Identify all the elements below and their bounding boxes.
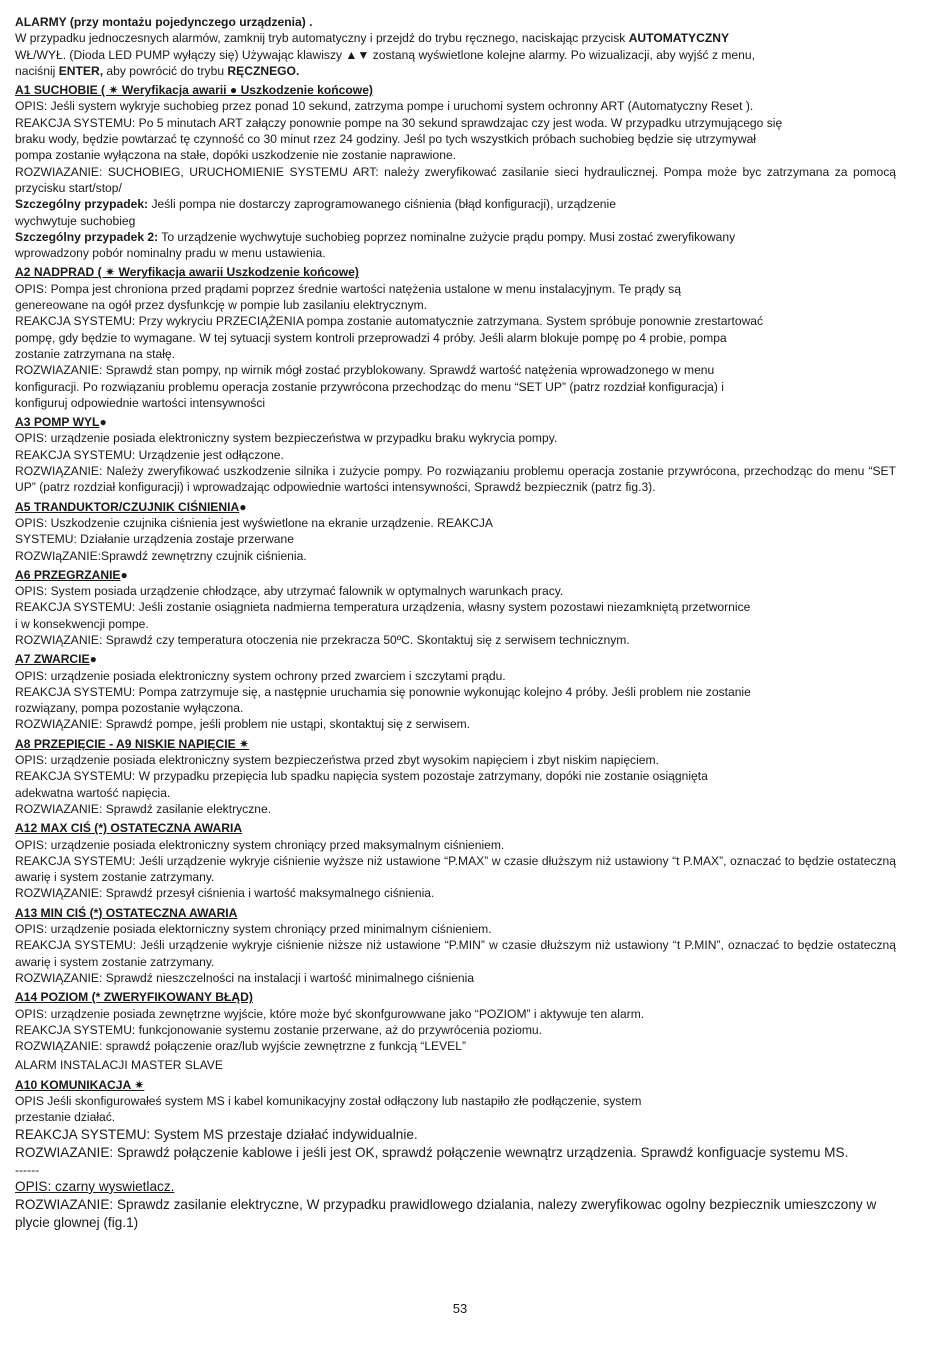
section-a2-line: konfiguracji. Po rozwiązaniu problemu operacja zostanie przywrócona przechodząc do menu “SET UP” (patrz rozdział konfiguracja) i: [15, 379, 724, 394]
section-heading-a5: [15, 499, 896, 515]
final-failure-icon: ●: [99, 415, 107, 430]
section-a5-line: SYSTEMU: Działanie urządzenia zostaje przerwane: [15, 532, 294, 547]
section-a8-line: REAKCJA SYSTEMU: W przypadku przepięcia lub spadku napięcia system pozostaje zatrzymany, dopóki nie zostanie osiągnięta: [15, 769, 708, 784]
section-a10-line: OPIS Jeśli skonfigurowałeś system MS i kabel komunikacyjny został odłączony lub nastapiło złe podłączenie, system: [15, 1094, 642, 1108]
section-a1-line: braku wody, będzie powtarzać tę czynność co 30 minut rzez 24 godziny. Jeśl po tych wszystkich próbach suchobieg będzie się utrzymywał: [15, 132, 756, 147]
section-a2-line: zostanie zatrzymana na stałę.: [15, 346, 175, 361]
section-a7-line: ROZWIĄZANIE: Sprawdź pompe, jeśli problem nie ustąpi, skontaktuj się z serwisem.: [15, 717, 471, 732]
special-case-text: wprowadzony pobór nominalny pradu w menu ustawienia.: [15, 246, 326, 261]
special-case-label: Szczególny przypadek:: [15, 197, 149, 212]
section-a7-line: REAKCJA SYSTEMU: Pompa zatrzymuje się, a następnie uruchamia się ponownie wykonując kolejno 4 próby. Jeśli problem nie zostanie: [15, 684, 751, 699]
final-failure-icon: ●: [239, 499, 247, 514]
section-a7-line: rozwiązany, pompa pozostanie wyłączona.: [15, 701, 244, 716]
section-a5-line: OPIS: Uszkodzenie czujnika ciśnienia jest wyświetlone na ekranie urządzenie. REAKCJA: [15, 515, 493, 530]
section-heading-a6: [15, 567, 896, 583]
section-heading-a8: A8 PRZEPIĘCIE - A9 NISKIE NAPIĘCIE ✷: [15, 736, 250, 751]
section-a6-line: REAKCJA SYSTEMU: Jeśli zostanie osiągnieta nadmierna temperatura urządzenia, własny system pozostawi niezamkniętą przetwornice: [15, 600, 751, 615]
section-a1-line: ROZWIAZANIE: SUCHOBIEG, URUCHOMIENIE SYSTEMU ART: należy zweryfikować zasilanie sieci hydraulicznej. Pompa może byc zatrzymana za pomocą przycisku start/stop/: [15, 164, 896, 195]
document-body: [15, 14, 896, 1232]
section-heading-a14: A14 POZIOM (* ZWERYFIKOWANY BŁĄD): [15, 990, 253, 1005]
section-a8-line: OPIS: urządzenie posiada elektroniczny system bezpieczeństwa przed zbyt wysokim napięciem i zbyt niskim napięciem.: [15, 753, 659, 768]
section-a6-line: i w konsekwencji pompe.: [15, 616, 149, 631]
section-a14-line: ROZWIĄZANIE: sprawdź połączenie oraz/lub wyjście zewnętrzne z funkcją “LEVEL”: [15, 1039, 466, 1054]
section-heading-text: A7 ZWARCIE: [15, 652, 90, 667]
intro-text: zostaną wyświetlone kolejne alarmy. Po wizualizacji, aby wyjść z menu,: [369, 47, 755, 62]
section-a3-line: ROZWIĄZANIE: Należy zweryfikować uszkodzenie silnika i zużycie pompy. Po rozwiązaniu problemu operacja zostanie przywrócona, przechodząc do menu “SET UP” (patrz rozdział konfiguracji) i wprowadzając odpowiednie wartości intensywności, Sprawdź bezpiecznik (patrz fig.3).: [15, 464, 896, 495]
section-a10-line: REAKCJA SYSTEMU: System MS przestaje działać indywidualnie.: [15, 1126, 418, 1142]
section-heading-a1: A1 SUCHOBIE ( ✷ Weryfikacja awarii ● Uszkodzenie końcowe): [15, 83, 373, 98]
section-a12-line: OPIS: urządzenie posiada elektroniczny system chroniący przed maksymalnym ciśnieniem.: [15, 837, 505, 852]
section-heading-a10: A10 KOMUNIKACJA ✷: [15, 1077, 145, 1092]
special-case-text: Jeśli pompa nie dostarczy zaprogramowanego ciśnienia (błąd konfiguracji), urządzenie: [148, 197, 616, 212]
special-case-text: To urządzenie wychwytuje suchobieg poprzez nominalne zużycie prądu pompy. Musi zostać zweryfikowany: [158, 229, 736, 244]
intro-paragraph: [15, 30, 896, 79]
intro-text: naciśnij: [15, 63, 59, 78]
section-a6-line: OPIS: System posiada urządzenie chłodzące, aby utrzymać falownik w optymalnych warunkach pracy.: [15, 584, 564, 599]
intro-button-name: AUTOMATYCZNY: [628, 31, 730, 46]
section-a2-line: REAKCJA SYSTEMU: Przy wykryciu PRZECIĄŻENIA pompa zostanie automatycznie zatrzymana. System spróbuje ponownie zrestartować: [15, 314, 764, 329]
section-a8-line: ROZWIAZANIE: Sprawdź zasilanie elektryczne.: [15, 801, 272, 816]
special-case-text: wychwytuje suchobieg: [15, 213, 136, 228]
special-case-label: Szczególny przypadek 2:: [15, 229, 159, 244]
section-heading-text: A3 POMP WYL: [15, 415, 100, 430]
section-a2-line: konfiguruj odpowiednie wartości intensywności: [15, 395, 266, 410]
section-a1-line: OPIS: Jeśli system wykryje suchobieg przez ponad 10 sekund, zatrzyma pompe i uruchomi system ochronny ART (Automatyczny Reset ).: [15, 99, 754, 114]
section-a5-line: ROZWIąZANIE:Sprawdź zewnętrzny czujnik ciśnienia.: [15, 548, 307, 563]
section-a8-line: adekwatna wartość napięcia.: [15, 785, 171, 800]
section-a6-line: ROZWIĄZANIE: Sprawdź czy temperatura otoczenia nie przekracza 50ºC. Skontaktuj się z serwisem technicznym.: [15, 632, 630, 647]
arrow-keys-icon: ▲▼: [345, 47, 370, 62]
section-a14-line: OPIS: urządzenie posiada zewnętrzne wyjście, które może być skonfgurowwane jako “POZIOM” i aktywuje ten alarm.: [15, 1006, 645, 1021]
final-failure-icon: ●: [120, 567, 128, 582]
section-a2-line: OPIS: Pompa jest chroniona przed prądami poprzez średnie wartości natężenia ustalone w menu instalacyjnym. Te prądy są: [15, 281, 681, 296]
section-heading-a12: A12 MAX CIŚ (*) OSTATECZNA AWARIA: [15, 821, 243, 836]
section-a2-line: pompę, gdy będzie to wymagane. W tej sytuacji system kontroli przeprowadzi 4 próby. Jeśli alarm blokuje pompę po 4 probie, pompa: [15, 330, 727, 345]
section-heading-a3: [15, 414, 896, 430]
special-case-2: [15, 229, 896, 262]
section-a13-line: REAKCJA SYSTEMU: Jeśli urządzenie wykryje ciśnienie niższe niż ustawione “P.MIN” w czasie dłuższym niż ustawiony “t P.MIN”, oznaczać to będzie ostateczną awarię i system zostanie zatrzymany.: [15, 938, 896, 969]
separator-dashes: ------: [15, 1162, 40, 1177]
manual-mode-name: RĘCZNEGO.: [227, 63, 300, 78]
section-a13-line: ROZWIĄZANIE: Sprawdź nieszczelności na instalacji i wartość minimalnego ciśnienia: [15, 970, 475, 985]
section-a2-line: genereowane na ogół przez dysfunkcję w pompie lub zasilaniu elektrycznym.: [15, 298, 428, 313]
section-a12-line: ROZWIĄZANIE: Sprawdź przesył ciśnienia i wartość maksymalnego ciśnienia.: [15, 886, 435, 901]
section-a1-line: REAKCJA SYSTEMU: Po 5 minutach ART załączy ponownie pompe na 30 sekund sprawdzajac czy jest woda. W przypadku utrzymującego się: [15, 115, 783, 130]
section-a10-line: przestanie działać.: [15, 1110, 116, 1125]
section-a7-line: OPIS: urządzenie posiada elektroniczny system ochrony przed zwarciem i szczytami prądu.: [15, 668, 506, 683]
enter-key-name: ENTER,: [58, 63, 104, 78]
section-a13-line: OPIS: urządzenie posiada elektorniczny system chroniący przed minimalnym ciśnieniem.: [15, 922, 492, 937]
section-heading-a2: A2 NADPRAD ( ✷ Weryfikacja awarii Uszkodzenie końcowe): [15, 265, 359, 280]
section-a14-line: REAKCJA SYSTEMU: funkcjonowanie systemu zostanie przerwane, aż do przywrócenia poziomu.: [15, 1022, 542, 1037]
section-a2-line: ROZWIAZANIE: Sprawdź stan pompy, np wirnik mógł zostać przyblokowany. Sprawdź wartość natężenia wprowadzonego w menu: [15, 363, 715, 378]
section-a10-line: ROZWIAZANIE: Sprawdź połączenie kablowe i jeśli jest OK, sprawdź połączenie wewnątrz urządzenia. Sprawdź konfiguacje systemu MS.: [15, 1144, 849, 1160]
section-a12-line: REAKCJA SYSTEMU: Jeśli urządzenie wykryje ciśnienie wyższe niż ustawione “P.MAX” w czasie dłuższym niż ustawiony “t P.MAX”, oznaczać to będzie ostateczną awarię i system zostanie zatrzymany.: [15, 853, 896, 885]
intro-text: WŁ/WYŁ. (Dioda LED PUMP wyłączy się) Używając klawiszy: [15, 47, 346, 62]
document-title: ALARMY (przy montażu pojedynczego urządzenia) .: [15, 15, 313, 29]
black-display-heading: OPIS: czarny wyswietlacz.: [15, 1178, 175, 1194]
section-heading-a13: A13 MIN CIŚ (*) OSTATECZNA AWARIA: [15, 905, 238, 920]
section-a3-line: REAKCJA SYSTEMU: Urządzenie jest odłączone.: [15, 447, 284, 462]
section-a1-line: pompa zostanie wyłączona na stałe, dopóki uszkodzenie nie zostanie naprawione.: [15, 148, 457, 163]
final-failure-icon: ●: [89, 652, 97, 667]
special-case-1: [15, 196, 896, 229]
page-number: 53: [452, 1301, 468, 1316]
section-a10-line: ROZWIAZANIE: Sprawdz zasilanie elektryczne, W przypadku prawidlowego dzialania, nalezy zweryfikowac ogolny bezpiecznik umieszczony w plycie glownej (fig.1): [15, 1196, 877, 1230]
intro-text: aby powrócić do trybu: [103, 63, 228, 78]
intro-text: W przypadku jednoczesnych alarmów, zamknij tryb automatyczny i przejdź do trybu ręcznego, naciskając przycisk: [15, 31, 629, 46]
section-a3-line: OPIS: urządzenie posiada elektroniczny system bezpieczeństwa w przypadku braku wykrycia pompy.: [15, 431, 558, 446]
section-heading-text: A6 PRZEGRZANIE: [15, 567, 121, 582]
master-slave-heading: ALARM INSTALACJI MASTER SLAVE: [15, 1058, 223, 1073]
section-heading-a7: [15, 651, 896, 667]
section-heading-text: A5 TRANDUKTOR/CZUJNIK CIŚNIENIA: [15, 499, 240, 514]
